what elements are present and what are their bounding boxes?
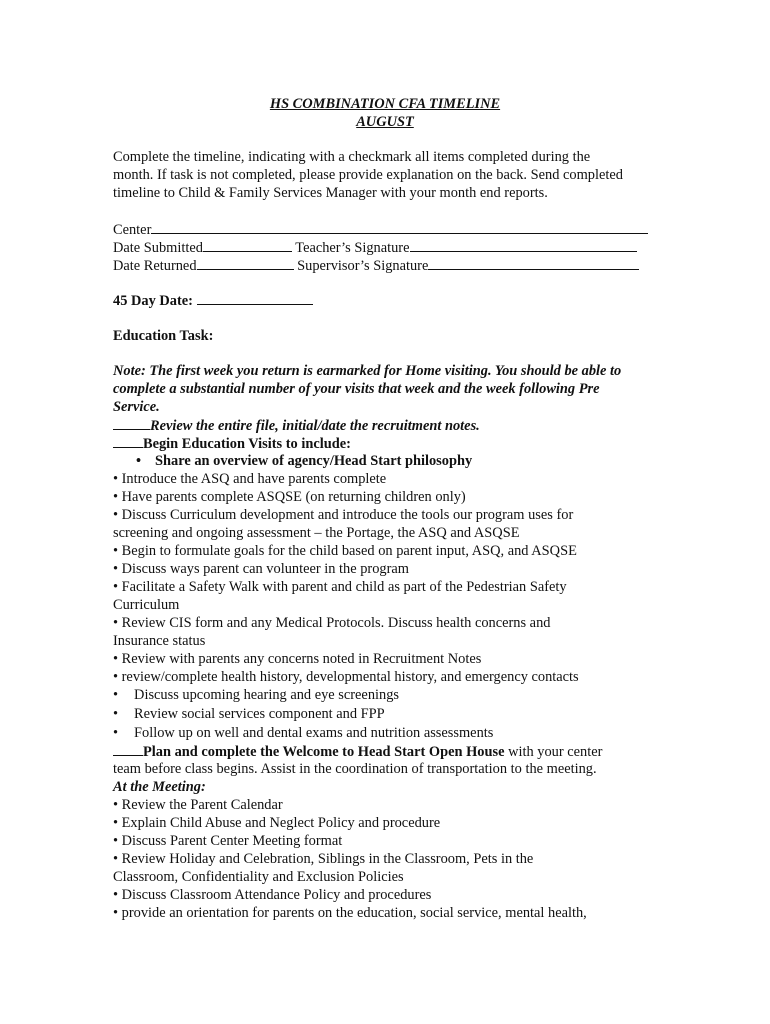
- visit-item: • review/complete health history, developmental history, and emergency contacts: [113, 669, 579, 685]
- note-line: Service.: [113, 399, 160, 415]
- date-submitted-label: Date Submitted: [113, 240, 203, 256]
- task-check-blank: [113, 416, 150, 430]
- task-review-file: [113, 416, 480, 435]
- date-returned-blank: [197, 256, 294, 270]
- open-house-line2: team before class begins. Assist in the coordination of transportation to the meeting.: [113, 761, 597, 777]
- date-submitted-row: [113, 238, 637, 257]
- bullet-icon: •: [113, 706, 119, 722]
- meeting-item: • Review Holiday and Celebration, Siblings in the Classroom, Pets in the: [113, 851, 534, 867]
- note-line: Note: The first week you return is earmarked for Home visiting. You should be able to: [113, 363, 622, 379]
- teacher-signature-label: Teacher’s Signature: [295, 240, 410, 256]
- date-returned-label: Date Returned: [113, 258, 197, 274]
- date-returned-row: [113, 256, 639, 275]
- bullet-icon: •: [136, 453, 142, 469]
- supervisor-signature-label: Supervisor’s Signature: [297, 258, 429, 274]
- intro-line: month. If task is not completed, please provide explanation on the back. Send completed: [113, 167, 623, 183]
- visit-item: • Discuss ways parent can volunteer in the program: [113, 561, 409, 577]
- meeting-item: • Discuss Parent Center Meeting format: [113, 833, 343, 849]
- meeting-item: • provide an orientation for parents on the education, social service, mental health,: [113, 905, 587, 921]
- visit-item: Insurance status: [113, 633, 206, 649]
- open-house-bold: Plan and complete the Welcome to Head Start Open House: [143, 744, 505, 760]
- visit-item: • Review CIS form and any Medical Protocols. Discuss health concerns and: [113, 615, 551, 631]
- meeting-heading: At the Meeting:: [113, 779, 206, 795]
- bullet-icon: •: [113, 725, 119, 741]
- note-line: complete a substantial number of your visits that week and the week following Pre: [113, 381, 600, 397]
- share-overview-text: Share an overview of agency/Head Start philosophy: [155, 453, 473, 469]
- open-house-task: [113, 742, 602, 761]
- task-check-blank: [113, 434, 143, 448]
- center-blank: [151, 220, 648, 234]
- visit-item: screening and ongoing assessment – the Portage, the ASQ and ASQSE: [113, 525, 520, 541]
- meeting-item: • Explain Child Abuse and Neglect Policy and procedure: [113, 815, 441, 831]
- visit-item: • Begin to formulate goals for the child based on parent input, ASQ, and ASQSE: [113, 543, 577, 559]
- document-title: HS COMBINATION CFA TIMELINE: [269, 96, 501, 112]
- task-begin-visits: [113, 434, 351, 453]
- education-task-heading: Education Task:: [113, 328, 214, 344]
- visit-item: • Review with parents any concerns noted in Recruitment Notes: [113, 651, 482, 667]
- visit-item: • Discuss Curriculum development and introduce the tools our program uses for: [113, 507, 574, 523]
- open-house-rest: with your center: [504, 744, 603, 760]
- document-month: AUGUST: [356, 114, 414, 130]
- round-bullet-item: • Review social services component and FPP: [113, 706, 385, 722]
- day45-label: 45 Day Date:: [113, 293, 193, 309]
- meeting-item: Classroom, Confidentiality and Exclusion Policies: [113, 869, 404, 885]
- supervisor-signature-blank: [428, 256, 639, 270]
- visit-item: • Have parents complete ASQSE (on returning children only): [113, 489, 466, 505]
- intro-line: Complete the timeline, indicating with a checkmark all items completed during the: [113, 149, 591, 165]
- task-review-file-text: Review the entire file, initial/date the recruitment notes.: [150, 418, 480, 434]
- bullet-item: [136, 452, 472, 470]
- center-label: Center: [113, 222, 152, 238]
- intro-line: timeline to Child & Family Services Manager with your month end reports.: [113, 185, 548, 201]
- task-check-blank: [113, 742, 143, 756]
- round-bullet-item: • Discuss upcoming hearing and eye screenings: [113, 687, 400, 703]
- visit-item: • Facilitate a Safety Walk with parent and child as part of the Pedestrian Safety: [113, 579, 567, 595]
- date-submitted-blank: [203, 238, 292, 252]
- meeting-item: • Discuss Classroom Attendance Policy and procedures: [113, 887, 432, 903]
- bullet-icon: •: [113, 687, 119, 703]
- task-begin-visits-text: Begin Education Visits to include:: [143, 436, 351, 452]
- center-field: [113, 220, 648, 239]
- day45-blank: [197, 291, 313, 305]
- meeting-item: • Review the Parent Calendar: [113, 797, 283, 813]
- visit-item: Curriculum: [113, 597, 180, 613]
- day45-field: [113, 291, 313, 310]
- teacher-signature-blank: [410, 238, 637, 252]
- visit-item: • Introduce the ASQ and have parents complete: [113, 471, 387, 487]
- round-bullet-item: • Follow up on well and dental exams and nutrition assessments: [113, 725, 494, 741]
